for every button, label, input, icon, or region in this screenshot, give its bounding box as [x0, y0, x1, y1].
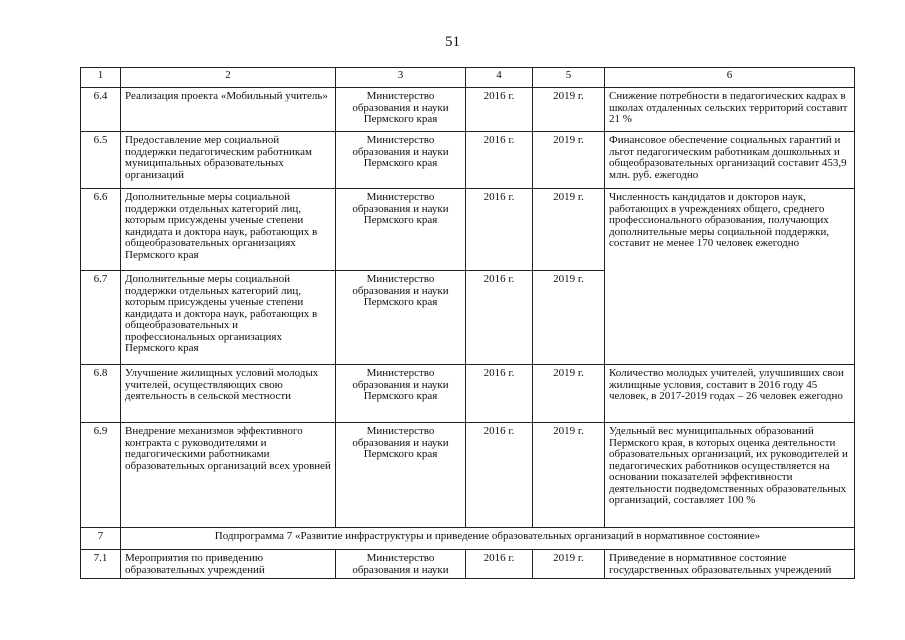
end-year-cell: 2019 г. — [533, 132, 605, 189]
responsible-cell: Министерство образования и науки Пермского края — [336, 132, 466, 189]
measure-cell: Предоставление мер социальной поддержки педагогическим работникам муниципальных образовательных организаций — [121, 132, 336, 189]
start-year-cell: 2016 г. — [466, 88, 533, 132]
subprogram-title: Подпрограмма 7 «Развитие инфраструктуры и приведение образовательных организаций в нормативное состояние» — [121, 528, 855, 550]
end-year-cell: 2019 г. — [533, 88, 605, 132]
row-number: 6.6 — [81, 189, 121, 271]
subprogram-number: 7 — [81, 528, 121, 550]
responsible-cell: Министерство образования и науки — [336, 550, 466, 579]
result-cell: Удельный вес муниципальных образований Пермского края, в которых оценка деятельности образовательных организаций, их руководителей и педагогических работников осуществляется на основании показателей эффективности деятельности подведомственных образовательных организаций, составляет 100 % — [605, 423, 855, 528]
row-number: 6.4 — [81, 88, 121, 132]
header-cell: 5 — [533, 68, 605, 88]
header-cell: 6 — [605, 68, 855, 88]
row-number: 6.8 — [81, 365, 121, 423]
table-row — [81, 88, 855, 132]
result-cell: Приведение в нормативное состояние государственных образовательных учреждений — [605, 550, 855, 579]
responsible-cell: Министерство образования и науки Пермского края — [336, 365, 466, 423]
result-cell: Численность кандидатов и докторов наук, работающих в учреждениях общего, среднего профессионального образования, получающих дополнительные меры социальной поддержки, составит не менее 170 человек ежегодно — [605, 189, 855, 365]
result-cell: Финансовое обеспечение социальных гарантий и льгот педагогическим работникам дошкольных и общеобразовательных организаций составит 453,9 млн. руб. ежегодно — [605, 132, 855, 189]
table-row — [81, 423, 855, 528]
end-year-cell: 2019 г. — [533, 271, 605, 365]
header-cell: 2 — [121, 68, 336, 88]
start-year-cell: 2016 г. — [466, 189, 533, 271]
result-cell: Снижение потребности в педагогических кадрах в школах отдаленных сельских территорий составит 21 % — [605, 88, 855, 132]
header-cell: 3 — [336, 68, 466, 88]
row-number: 7.1 — [81, 550, 121, 579]
table-row — [81, 365, 855, 423]
page-number: 51 — [445, 34, 460, 50]
end-year-cell: 2019 г. — [533, 365, 605, 423]
measure-cell: Реализация проекта «Мобильный учитель» — [121, 88, 336, 132]
row-number: 6.5 — [81, 132, 121, 189]
row-number: 6.9 — [81, 423, 121, 528]
measures-table — [80, 67, 855, 579]
row-number: 6.7 — [81, 271, 121, 365]
responsible-cell: Министерство образования и науки Пермского края — [336, 189, 466, 271]
responsible-cell: Министерство образования и науки Пермского края — [336, 271, 466, 365]
measure-cell: Мероприятия по приведению образовательных учреждений — [121, 550, 336, 579]
end-year-cell: 2019 г. — [533, 550, 605, 579]
measure-cell: Дополнительные меры социальной поддержки отдельных категорий лиц, которым присуждены ученые степени кандидата и доктора наук, работающих в общеобразовательных организациях Пермского края — [121, 189, 336, 271]
start-year-cell: 2016 г. — [466, 132, 533, 189]
header-cell: 1 — [81, 68, 121, 88]
start-year-cell: 2016 г. — [466, 271, 533, 365]
table-header-row — [81, 68, 855, 88]
responsible-cell: Министерство образования и науки Пермского края — [336, 88, 466, 132]
result-cell: Количество молодых учителей, улучшивших свои жилищные условия, составит в 2016 году 45 человек, в 2017-2019 годах – 26 человек ежегодно — [605, 365, 855, 423]
measure-cell: Улучшение жилищных условий молодых учителей, осуществляющих свою деятельность в сельской местности — [121, 365, 336, 423]
table-row — [81, 550, 855, 579]
end-year-cell: 2019 г. — [533, 423, 605, 528]
start-year-cell: 2016 г. — [466, 365, 533, 423]
measure-cell: Дополнительные меры социальной поддержки отдельных категорий лиц, которым присуждены ученые степени кандидата и доктора наук, работающих в общеобразовательных и профессиональных организациях Пермского края — [121, 271, 336, 365]
start-year-cell: 2016 г. — [466, 423, 533, 528]
measure-cell: Внедрение механизмов эффективного контракта с руководителями и педагогическими работниками образовательных организаций всех уровней — [121, 423, 336, 528]
start-year-cell: 2016 г. — [466, 550, 533, 579]
table-row — [81, 189, 855, 271]
table-row — [81, 132, 855, 189]
end-year-cell: 2019 г. — [533, 189, 605, 271]
subprogram-row — [81, 528, 855, 550]
responsible-cell: Министерство образования и науки Пермского края — [336, 423, 466, 528]
header-cell: 4 — [466, 68, 533, 88]
